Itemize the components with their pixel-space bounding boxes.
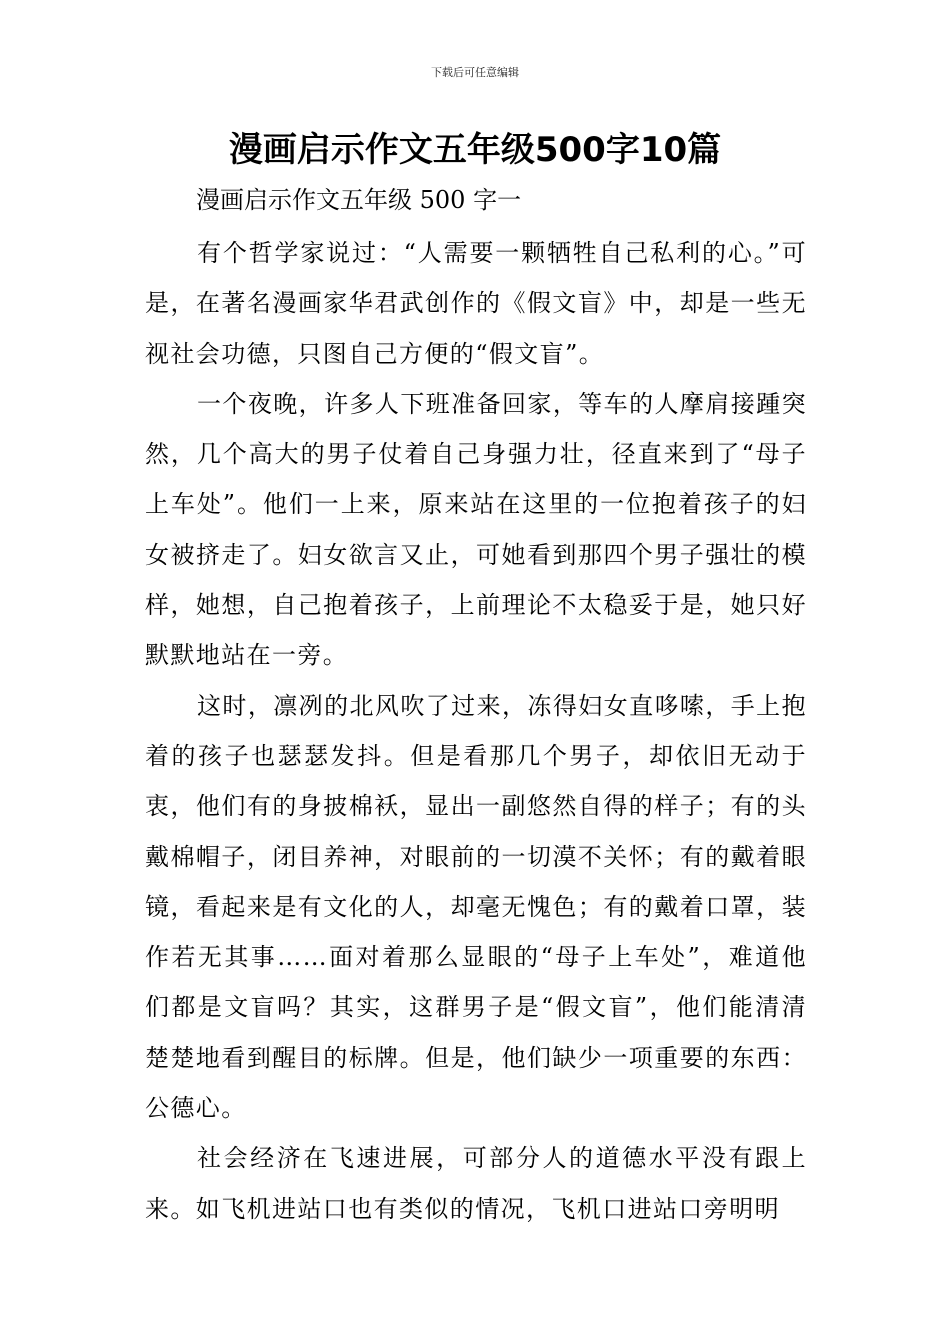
paragraph-1: 有个哲学家说过：“人需要一颗牺牲自己私利的心。”可是，在著名漫画家华君武创作的《假文盲》中，却是一些无视社会功德，只图自己方便的“假文盲”。 bbox=[145, 239, 807, 368]
section-subtitle: 漫画启示作文五年级 500 字一 bbox=[196, 186, 522, 214]
paragraph-3: 这时，凛冽的北风吹了过来，冻得妇女直哆嗦，手上抱着的孩子也瑟瑟发抖。但是看那几个男子，却依旧无动于衷，他们有的身披棉袄，显出一副悠然自得的样子；有的头戴棉帽子，闭目养神，对眼前的一切漠不关怀；有的戴着眼镜，看起来是有文化的人，却毫无愧色；有的戴着口罩，装作若无其事……面对着那么显眼的“母子上车处”，难道他们都是文盲吗？其实，这群男子是“假文盲”，他们能清清楚楚地看到醒目的标牌。但是，他们缺少一项重要的东西：公德心。 bbox=[145, 691, 807, 1123]
paragraph-2: 一个夜晚，许多人下班准备回家，等车的人摩肩接踵突然，几个高大的男子仗着自己身强力壮，径直来到了“母子上车处”。他们一上来，原来站在这里的一位抱着孩子的妇女被挤走了。妇女欲言又止，可她看到那四个男子强壮的模样，她想，自己抱着孩子，上前理论不太稳妥于是，她只好默默地站在一旁。 bbox=[145, 389, 807, 670]
document-title: 漫画启示作文五年级500字10篇 bbox=[228, 130, 722, 170]
article-body bbox=[145, 228, 807, 1234]
page-header-note: 下载后可任意编辑 bbox=[431, 66, 519, 79]
paragraph-4: 社会经济在飞速进展，可部分人的道德水平没有跟上来。如飞机进站口也有类似的情况，飞机口进站口旁明明 bbox=[145, 1144, 807, 1223]
